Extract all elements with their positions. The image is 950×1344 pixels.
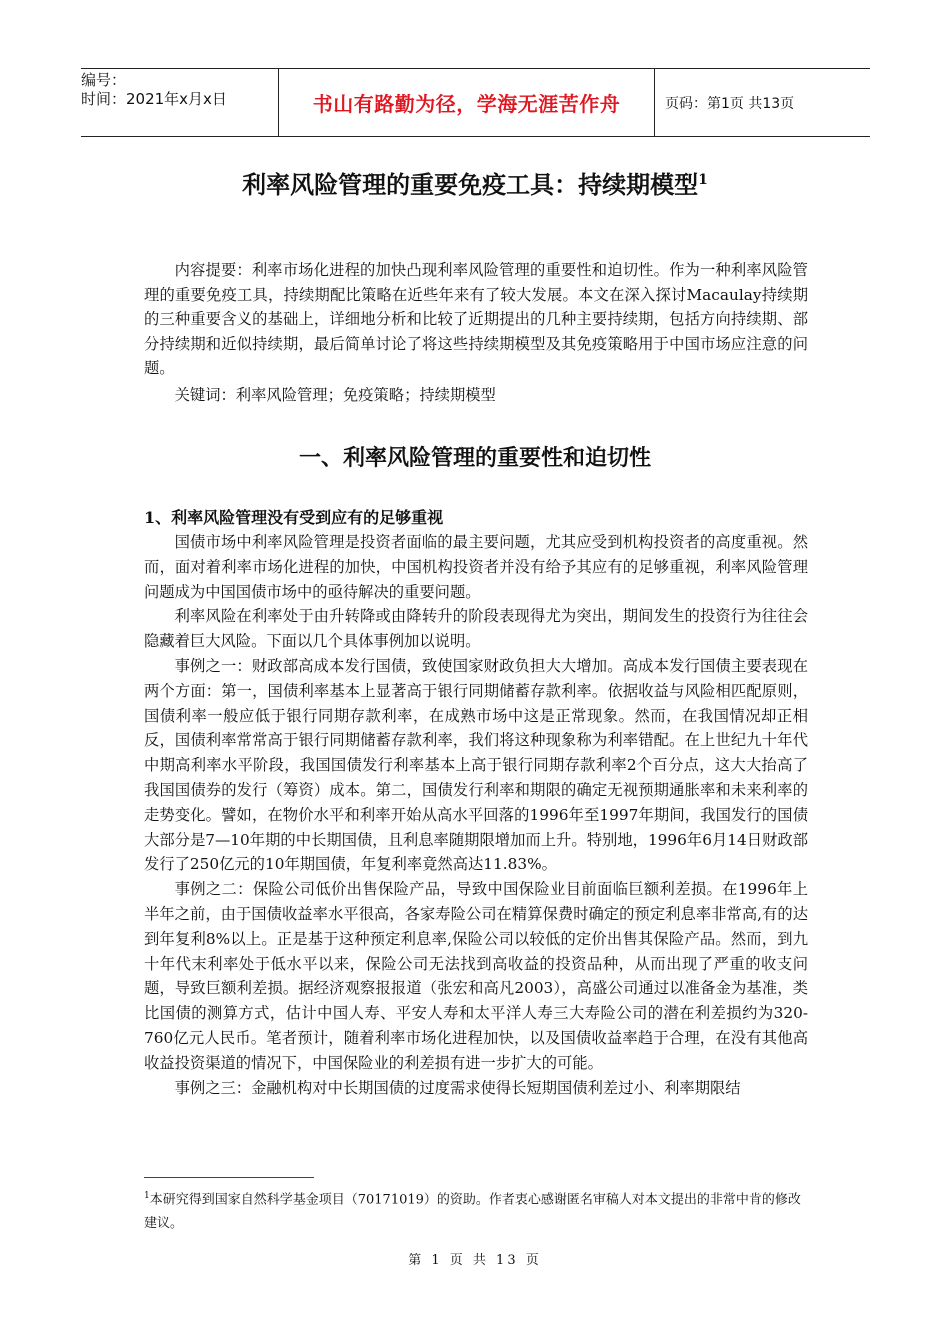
subsection-heading: 1、利率风险管理没有受到应有的足够重视 — [144, 508, 444, 527]
footnote-mark: 1 — [144, 1191, 150, 1201]
footnote-divider — [144, 1177, 314, 1178]
section-heading: 一、利率风险管理的重要性和迫切性 — [298, 446, 651, 471]
page-footer: 第 1 页 共 13 页 — [408, 1253, 542, 1268]
footnote — [144, 1184, 808, 1236]
header-meta-cell — [81, 69, 279, 136]
document-header — [81, 68, 870, 137]
keywords-label: 关键词： — [174, 386, 236, 404]
motto-text: 书山有路勤为径，学海无涯苦作舟 — [312, 92, 621, 116]
header-page-cell — [655, 69, 870, 136]
body-paragraph: 利率风险在利率处于由升转降或由降转升的阶段表现得尤为突出，期间发生的投资行为往往会隐藏着巨大风险。下面以几个具体事例加以说明。 — [144, 607, 808, 651]
body-paragraph: 事例之二：保险公司低价出售保险产品，导致中国保险业目前面临巨额利差损。在1996年上半年之前，由于国债收益率水平很高，各家寿险公司在精算保费时确定的预定利息率非常高,有的达到年复利8%以上。正是基于这种预定利息率,保险公司以较低的定价出售其保险产品。然而，到九十年代末利率处于低水平以来，保险公司无法找到高收益的投资品种，从而出现了严重的收支问题，导致巨额利差损。据经济观察报报道（张宏和高凡2003），高盛公司通过以准备金为基准，类比国债的测算方式，估计中国人寿、平安人寿和太平洋人寿三大寿险公司的潜在利差损约为320-760亿元人民币。笔者预计，随着利率市场化进程加快，以及国债收益率趋于合理，在没有其他高收益投资渠道的情况下，中国保险业的利差损有进一步扩大的可能。 — [144, 880, 808, 1072]
body-paragraph: 事例之三：金融机构对中长期国债的过度需求使得长短期国债利差过小、利率期限结 — [174, 1078, 741, 1097]
abstract — [144, 258, 808, 381]
number-label: 编号： — [81, 71, 127, 89]
title-footnote-mark: 1 — [698, 172, 708, 188]
body-text — [144, 530, 808, 1100]
body-paragraph: 事例之一：财政部高成本发行国债，致使国家财政负担大大增加。高成本发行国债主要表现在两个方面：第一，国债利率基本上显著高于银行同期储蓄存款利率。依据收益与风险相匹配原则，国债利率一般应低于银行同期存款利率，在成熟市场中这是正常现象。然而，在我国情况却正相反，国债利率常常高于银行同期储蓄存款利率，我们将这种现象称为利率错配。在上世纪九十年代中期高利率水平阶段，我国国债发行利率基本上高于银行同期存款利率2个百分点，这大大抬高了我国国债券的发行（筹资）成本。第二，国债发行利率和期限的确定无视预期通胀率和未来利率的走势变化。譬如，在物价水平和利率开始从高水平回落的1996年至1997年期间，我国发行的国债大部分是7—10年期的中长期国债，且利息率随期限增加而上升。特别地，1996年6月14日财政部发行了250亿元的10年期国债，年复利率竟然高达11.83%。 — [144, 656, 808, 874]
title-text: 利率风险管理的重要免疫工具：持续期模型 — [242, 171, 699, 199]
body-paragraph: 国债市场中利率风险管理是投资者面临的最主要问题，尤其应受到机构投资者的高度重视。然而，面对着利率市场化进程的加快，中国机构投资者并没有给予其应有的足够重视，利率风险管理问题成为中国国债市场中的亟待解决的重要问题。 — [144, 533, 808, 601]
footnote-text: 本研究得到国家自然科学基金项目（70171019）的资助。作者衷心感谢匿名审稿人对本文提出的非常中肯的修改建议。 — [144, 1192, 801, 1232]
abstract-text: 利率市场化进程的加快凸现利率风险管理的重要性和迫切性。作为一种利率风险管理的重要免疫工具，持续期配比策略在近些年来有了较大发展。本文在深入探讨Macaulay持续期的三种重要含义的基础上，详细地分析和比较了近期提出的几种主要持续期，包括方向持续期、部分持续期和近似持续期，最后简单讨论了将这些持续期模型及其免疫策略用于中国市场应注意的问题。 — [144, 261, 808, 377]
time-label: 时间：2021年x月x日 — [81, 90, 227, 108]
page-info: 页码：第1页 共13页 — [665, 95, 795, 112]
header-motto-cell — [279, 69, 655, 136]
abstract-label: 内容提要： — [174, 261, 252, 279]
keywords-text: 利率风险管理；免疫策略；持续期模型 — [235, 386, 496, 404]
document-title — [0, 165, 950, 200]
keywords — [144, 383, 808, 408]
